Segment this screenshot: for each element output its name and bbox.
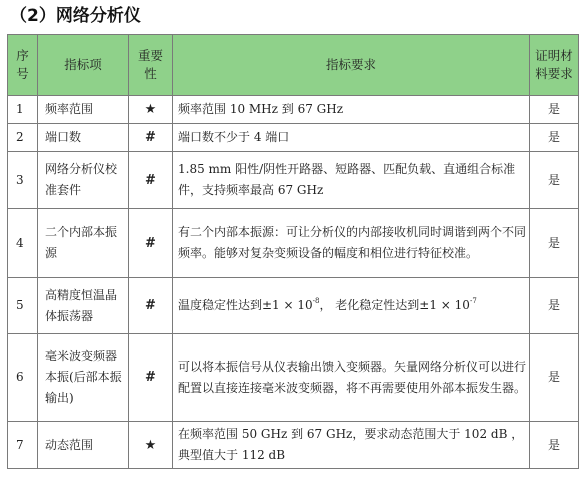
row-requirement: 在频率范围 50 GHz 到 67 GHz，要求动态范围大于 102 dB ， 典型值大于 112 dB <box>173 422 530 469</box>
header-certificate: 证明材料要求 <box>530 35 579 96</box>
table-row <box>8 96 579 124</box>
row-importance: # <box>129 124 173 152</box>
row-item-name: 高精度恒温晶体振荡器 <box>38 278 129 334</box>
req-text-mid: ， 老化稳定性达到±1 × 10 <box>319 298 470 312</box>
row-number: 3 <box>8 152 38 209</box>
row-certificate: 是 <box>530 96 579 124</box>
row-requirement: 可以将本振信号从仪表输出馈入变频器。矢量网络分析仪可以进行配置以直接连接毫米波变频器，将不再需要使用外部本振发生器。 <box>173 334 530 422</box>
row-certificate: 是 <box>530 124 579 152</box>
row-item-name: 端口数 <box>38 124 129 152</box>
row-requirement: 有二个内部本振源：可让分析仪的内部接收机同时调谐到两个不同频率。能够对复杂变频设备的幅度和相位进行特征校准。 <box>173 209 530 278</box>
row-requirement: 1.85 mm 阳性/阴性开路器、短路器、匹配负载、直通组合标准件，支持频率最高 67 GHz <box>173 152 530 209</box>
row-certificate: 是 <box>530 334 579 422</box>
row-item-name: 网络分析仪校准套件 <box>38 152 129 209</box>
req-text-prefix: 温度稳定性达到±1 × 10 <box>178 298 313 312</box>
row-number: 6 <box>8 334 38 422</box>
row-certificate: 是 <box>530 152 579 209</box>
table-row <box>8 152 579 209</box>
row-number: 2 <box>8 124 38 152</box>
row-item-name: 二个内部本振源 <box>38 209 129 278</box>
row-importance: ★ <box>129 422 173 469</box>
row-importance: # <box>129 334 173 422</box>
header-name: 指标项 <box>38 35 129 96</box>
row-importance: # <box>129 278 173 334</box>
row-importance: ★ <box>129 96 173 124</box>
table-row <box>8 209 579 278</box>
row-importance: # <box>129 152 173 209</box>
row-requirement: 频率范围 10 MHz 到 67 GHz <box>173 96 530 124</box>
row-number: 1 <box>8 96 38 124</box>
header-requirement: 指标要求 <box>173 35 530 96</box>
row-number: 7 <box>8 422 38 469</box>
row-certificate: 是 <box>530 278 579 334</box>
req-exponent-1: -8 <box>312 297 320 305</box>
row-requirement: 端口数不少于 4 端口 <box>173 124 530 152</box>
row-importance: # <box>129 209 173 278</box>
section-title: （2）网络分析仪 <box>10 6 141 26</box>
row-item-name: 动态范围 <box>38 422 129 469</box>
row-item-name: 毫米波变频器本振(后部本振输出) <box>38 334 129 422</box>
row-certificate: 是 <box>530 422 579 469</box>
row-item-name: 频率范围 <box>38 96 129 124</box>
table-row <box>8 422 579 469</box>
spec-table <box>7 34 579 469</box>
table-row <box>8 124 579 152</box>
table-row <box>8 278 579 334</box>
row-number: 4 <box>8 209 38 278</box>
header-no: 序号 <box>8 35 38 96</box>
req-exponent-2: -7 <box>469 297 477 305</box>
row-number: 5 <box>8 278 38 334</box>
table-header-row <box>8 35 579 96</box>
row-certificate: 是 <box>530 209 579 278</box>
table-row <box>8 334 579 422</box>
header-importance: 重要性 <box>129 35 173 96</box>
row-requirement <box>173 278 530 334</box>
